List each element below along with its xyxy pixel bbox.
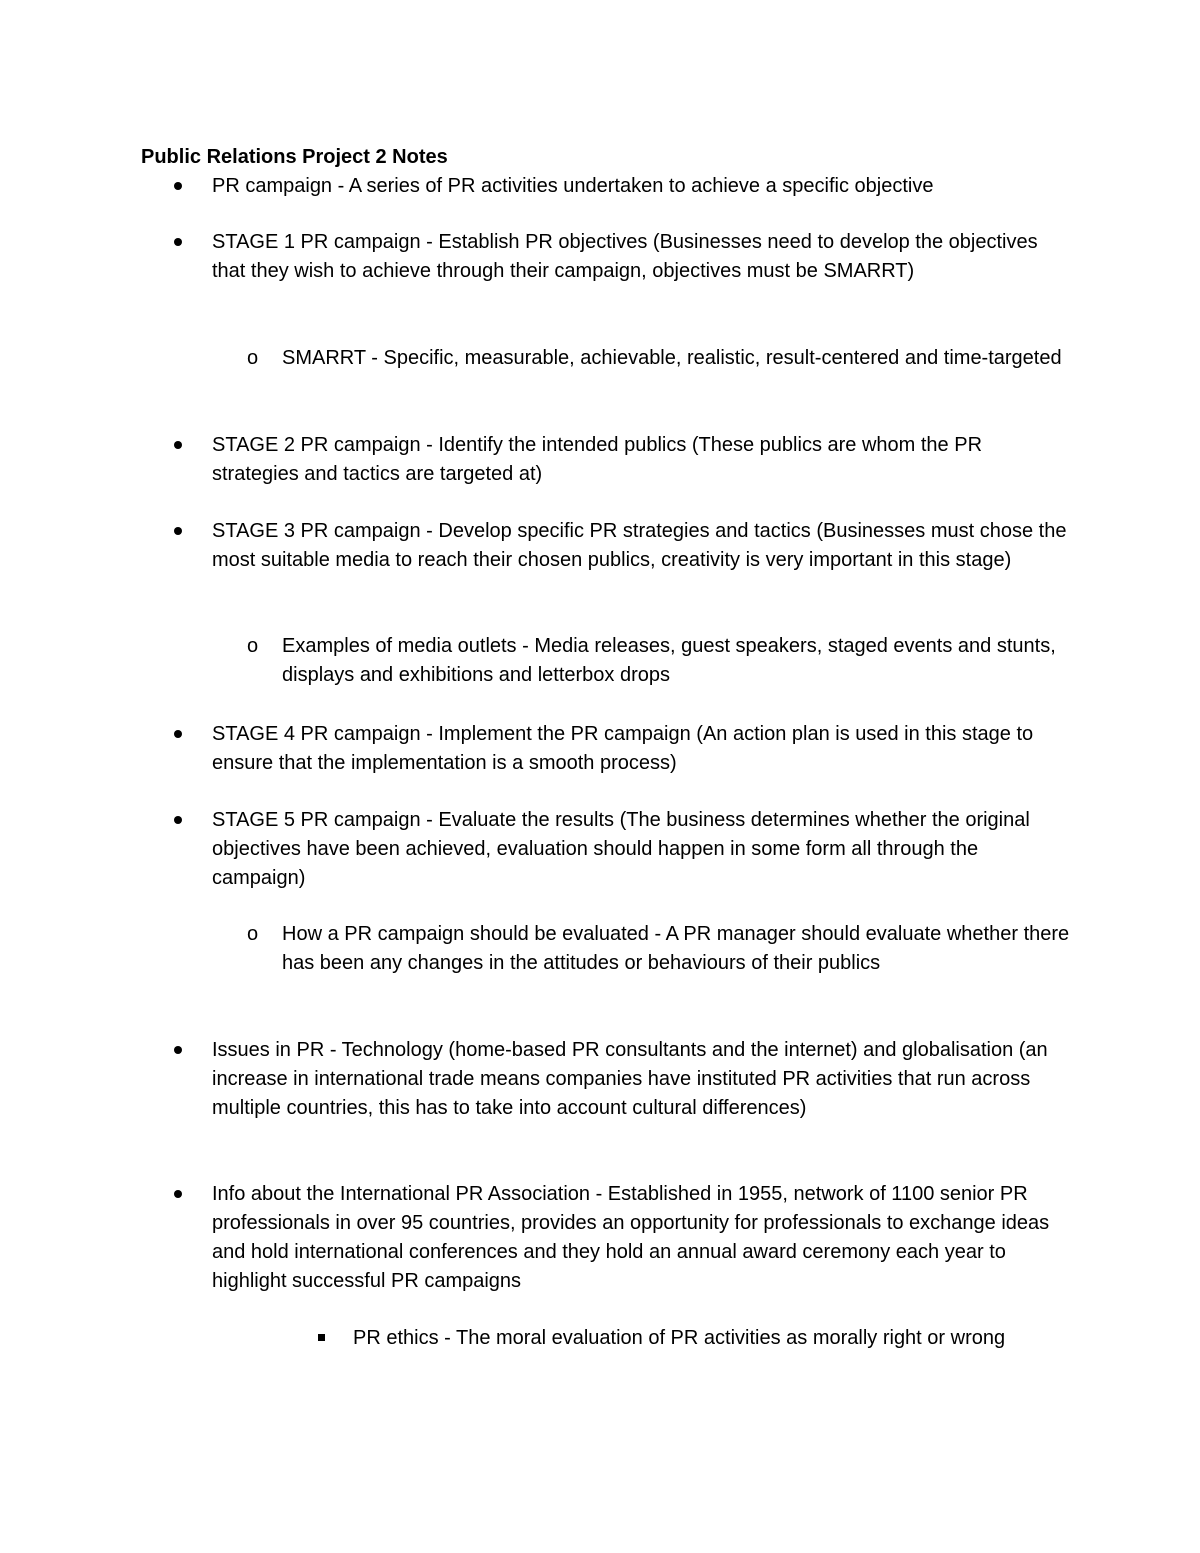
list-item [282, 344, 1072, 373]
list-item [212, 517, 1072, 575]
list-item [212, 228, 1072, 286]
list-item [212, 431, 1072, 489]
list-item [212, 1180, 1072, 1296]
list-item-text: STAGE 4 PR campaign - Implement the PR campaign (An action plan is used in this stage to ensure that the implementation is a smooth process) [212, 723, 1034, 774]
list-item-text: Info about the International PR Association - Established in 1955, network of 1100 senior PR professionals in over 95 countries, provides an opportunity for professionals to exchange ideas and hold international conferences and they hold an annual award ceremony each year to highlight successful PR campaigns [212, 1183, 1050, 1292]
list-item [353, 1324, 1113, 1353]
bullet-dot-icon [174, 182, 182, 190]
bullet-circle-icon: o [247, 347, 259, 369]
list-item [212, 720, 1072, 778]
list-item-text: Examples of media outlets - Media releases, guest speakers, staged events and stunts, displays and exhibitions and letterbox drops [282, 635, 1056, 686]
bullet-circle-icon: o [247, 635, 259, 657]
bullet-dot-icon [174, 527, 182, 535]
bullet-dot-icon [174, 1046, 182, 1054]
list-item-text: STAGE 5 PR campaign - Evaluate the results (The business determines whether the original objectives have been achieved, evaluation should happen in some form all through the campaign) [212, 809, 1030, 889]
list-item [212, 1036, 1072, 1123]
list-item [212, 806, 1072, 893]
list-item [282, 920, 1072, 978]
bullet-dot-icon [174, 238, 182, 246]
list-item-text: PR ethics - The moral evaluation of PR activities as morally right or wrong [353, 1327, 1006, 1349]
bullet-dot-icon [174, 730, 182, 738]
bullet-dot-icon [174, 441, 182, 449]
list-item-text: How a PR campaign should be evaluated - A PR manager should evaluate whether there has been any changes in the attitudes or behaviours of their publics [282, 923, 1070, 974]
list-item-text: STAGE 2 PR campaign - Identify the intended publics (These publics are whom the PR strategies and tactics are targeted at) [212, 434, 983, 485]
document-title: Public Relations Project 2 Notes [141, 146, 448, 168]
bullet-dot-icon [174, 1190, 182, 1198]
list-item-text: STAGE 1 PR campaign - Establish PR objectives (Businesses need to develop the objectives that they wish to achieve through their campaign, objectives must be SMARRT) [212, 231, 1038, 282]
bullet-dot-icon [174, 816, 182, 824]
list-item-text: SMARRT - Specific, measurable, achievable, realistic, result-centered and time-targeted [282, 347, 1062, 369]
list-item [282, 632, 1072, 690]
list-item-text: STAGE 3 PR campaign - Develop specific PR strategies and tactics (Businesses must chose the most suitable media to reach their chosen publics, creativity is very important in this stage) [212, 520, 1067, 571]
bullet-square-icon [318, 1334, 325, 1341]
bullet-circle-icon: o [247, 923, 259, 945]
list-item [212, 172, 1072, 201]
list-item-text: Issues in PR - Technology (home-based PR consultants and the internet) and globalisation (an increase in international trade means companies have instituted PR activities that run across multiple countries, this has to take into account cultural differences) [212, 1039, 1048, 1119]
list-item-text: PR campaign - A series of PR activities undertaken to achieve a specific objective [212, 175, 934, 197]
